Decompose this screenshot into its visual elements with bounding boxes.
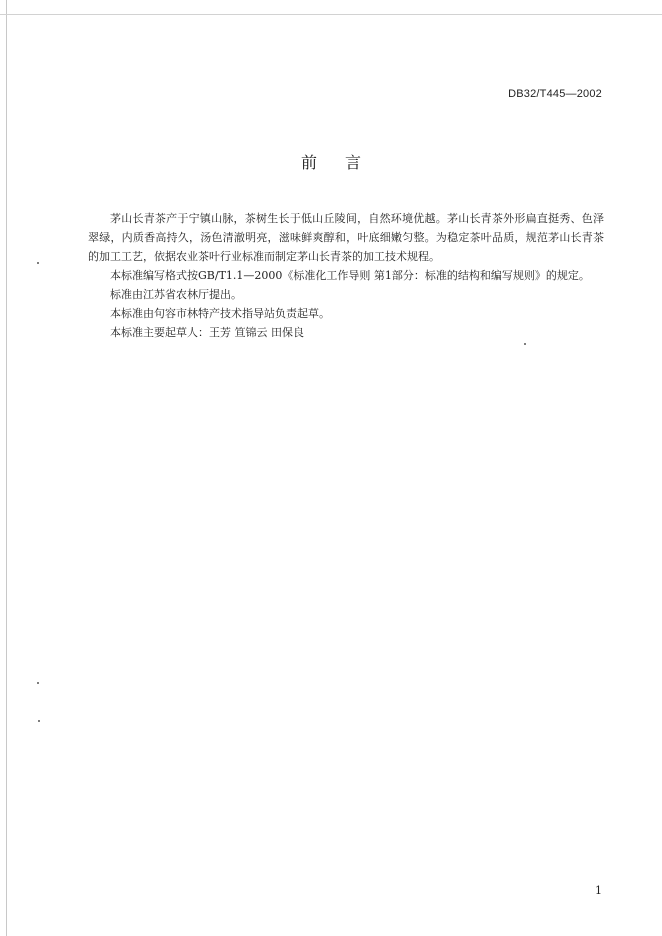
paragraph-format: 本标准编写格式按GB/T1.1—2000《标准化工作导则 第1部分：标准的结构和编写规则》的规定。 [110,269,590,282]
paragraph-intro: 茅山长青茶产于宁镇山脉，茶树生长于低山丘陵间，自然环境优越。茅山长青茶外形扁直挺秀、色泽翠绿，内质香高持久，汤色清澈明亮，滋味鲜爽醇和，叶底细嫩匀整。为稳定茶叶品质，规范茅山长青茶的加工工艺，依据农业茶叶行业标准而制定茅山长青茶的加工技术规程。 [88,212,604,263]
document-code: DB32/T445—2002 [508,88,602,100]
paragraph-drafters: 本标准主要起草人：王芳 笪锦云 田保良 [110,326,304,339]
page-title: 前言 [300,153,389,172]
scan-speck [37,262,39,264]
page-number: 1 [595,884,602,897]
scan-speck [37,682,39,684]
scan-edge-top [0,14,662,15]
scan-speck [38,720,40,722]
scan-edge-left [6,0,7,936]
preface-body [88,209,604,342]
paragraph-proposer: 标准由江苏省农林厅提出。 [110,288,242,301]
scan-speck [524,343,526,345]
paragraph-drafting-unit: 本标准由句容市林特产技术指导站负责起草。 [110,307,330,320]
